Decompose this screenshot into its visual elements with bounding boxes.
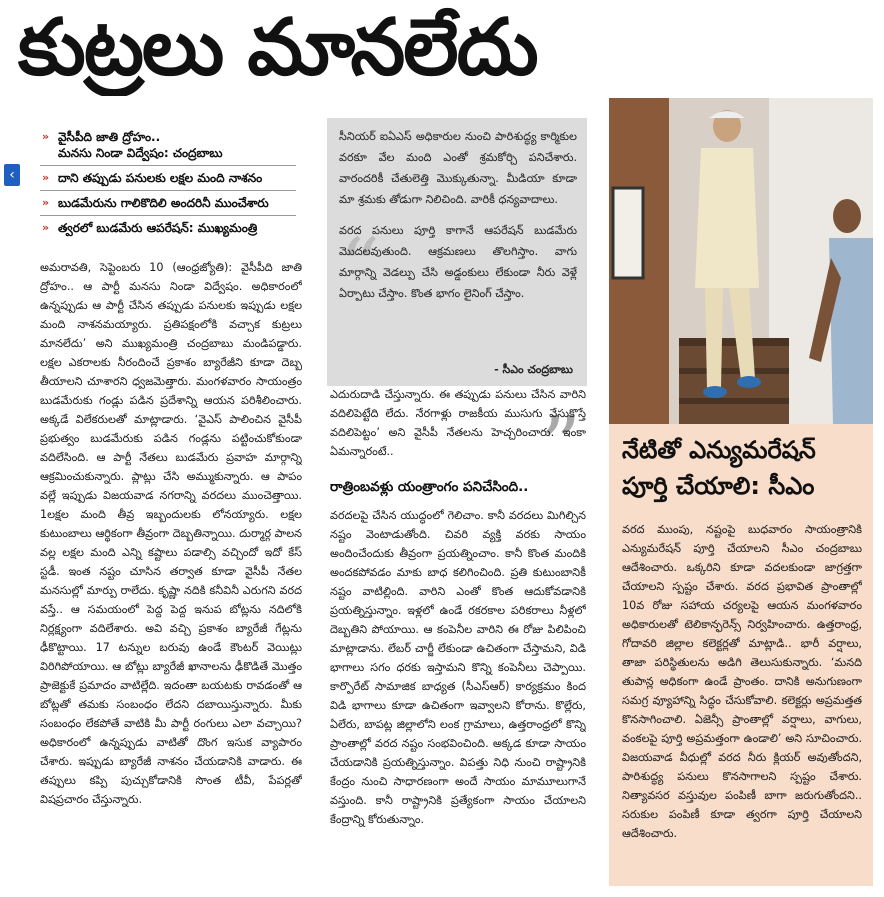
section-subheading: రాత్రింబవళ్లు యంత్రాంగం పనిచేసింది.. <box>330 479 529 495</box>
quote-attribution: - సీఎం చంద్రబాబు <box>494 363 573 376</box>
bullet-item <box>40 125 296 166</box>
bullet-item <box>40 191 296 216</box>
bullet-line: దాని తప్పుడు పనులకు లక్షల మంది నాశనం <box>58 171 263 185</box>
close-quote-icon: ” <box>540 399 581 492</box>
bullet-line: వైసీపీది జాతి ద్రోహం.. <box>58 130 161 144</box>
article-column-1: అమరావతి, సెప్టెంబరు 10 (ఆంధ్రజ్యోతి): వైసీపీది జాతి ద్రోహం.. ఆ పార్టీ మనసు నిండా విద్వేషం. అధికారంలో ఉన్నప్పుడు ఆ పార్టీ చేసిన తప్పుడు పనులకు ఇప్పుడు లక్షల మంది నాశనమయ్యారు. ప్రతిపక్షంలోకి వచ్చాక కుట్రలు మానలేదు’ అని ముఖ్యమంత్రి చంద్రబాబు మండిపడ్డారు. లక్షల ఎకరాలకు నీరందించే ప్రకాశం బ్యారేజీని కూడా దెబ్బ తీయాలని చూశారని ధ్వజమెత్తారు. మంగళవారం సాయంత్రం బుడమేరుకు గండ్లు పడిన ప్రదేశాన్ని ఆయన పరిశీలించారు. అక్కడే విలేకరులతో మాట్లాడారు. ‘వైఎస్ పాలించిన వైసీపీ ప్రభుత్వం బుడమేరుకు పడిన గండ్లను పట్టించుకోకుండా వదిలేసింది. ఆ పార్టీ నేతలు బుడమేరు ప్రవాహ మార్గాన్ని ఆక్రమించుకున్నారు. ప్లాట్లు చేసి అమ్ముకున్నారు. ఆ పాపం వల్లే ఇప్పుడు విజయవాడ నగరాన్ని వరదలు ముంచెత్తాయి. 1లక్షల మంది తీవ్ర ఇబ్బందులకు లోనయ్యారు. లక్షల కుటుంబాలు ఆర్థికంగా తీవ్రంగా దెబ్బతిన్నాయి. దుర్మార్గ పాలన వల్ల లక్షల మంది ఎన్ని కష్టాలు పడాల్సి వచ్చిందో ఇదో కేస్ స్టడీ. ఇంత నష్టం చూసిన తర్వాత కూడా వైసీపీ నేతల మనసుల్లో మార్పు రాలేదు. కృష్ణా నదికి కనీవినీ ఎరుగని వరద వస్తే.. ఆ సమయంలో పెద్ద పెద్ద ఇనుప బోట్లను నదిలోకి నిర్లక్ష్యంగా వదిలేశారు. అవి వచ్చి ప్రకాశం బ్యారేజీ గేట్లను ఢీకొట్టాయి. 17 టన్నుల బరువు ఉండే కౌంటర్ వెయిట్లు విరిగిపోయాయి. ఆ బోట్లు బ్యారేజీ ఖానాలను ఢీకొడితే మొత్తం ప్రాజెక్టుకే ప్రమాదం వాటిల్లేది. ఇదంతా బయటకు రావడంతో ఆ బోట్లతో తమకు సంబంధం లేదని దబాయిస్తున్నారు. మీకు సంబంధం లేకపోతే వాటికి మీ పార్టీ రంగులు ఎలా వచ్చాయి? అధికారంలో ఉన్నప్పుడు వాటితో దొంగ ఇసుక వ్యాపారం చేశారు. ఇప్పుడు బ్యారేజీ నాశనం చేయడానికి వాడారు. ఈ తప్పులు కప్పి పుచ్చుకోడానికి సొంత టీవీ, పేపర్లతో విషప్రచారం చేస్తున్నారు. <box>40 261 302 806</box>
article-column-2-top: ఎదురుదాడి చేస్తున్నారు. ఈ తప్పుడు పనులు చేసిన వారిని వదిలిపెట్టేది లేదు. నేరగాళ్లు రాజకీయ ముసుగు వేసుకొస్తే వదిలిపెట్టం’ అని వైసీపీ నేతలను హెచ్చరించారు. ఇంకా ఏమన్నారంటే.. <box>330 388 586 458</box>
sidebar-body: వరద ముంపు, నష్టంపై బుధవారం సాయంత్రానికి ఎన్యుమరేషన్ పూర్తి చేయాలని సీఎం చంద్రబాబు ఆదేశించారు. ఒక్కరిని కూడా వదలకుండా జాగ్రత్తగా చేయాలని స్పష్టం చేశారు. వరద ప్రభావిత ప్రాంతాల్లో 10వ రోజు సహాయ చర్యలపై ఆయన మంగళవారం అధికారులతో టెలికాన్ఫరెన్స్ నిర్వహించారు. ఉత్తరాంధ్ర, గోదావరి జిల్లాల కలెక్టర్లతో మాట్లాడి.. భారీ వర్షాలు, తాజా పరిస్థితులను అడిగి తెలుసుకున్నారు. ‘మనది తుపాన్ల అధికంగా ఉండే ప్రాంతం. దానికి అనుగుణంగా సమగ్ర వ్యూహాన్ని సిద్ధం చేసుకోవాలి. కలెక్టర్లు అప్రమత్తత కొనసాగించాలి. ఏజెన్సీ ప్రాంతాల్లో వర్షాలు, వాగులు, వంకలపై పూర్తి అప్రమత్తంగా ఉండాలి’ అని సూచించారు. విజయవాడ వీధుల్లో వరద నీరు క్లియర్ అవుతోందని, పారిశుద్ధ్య పనులు కొనసాగాలని స్పష్టం చేశారు. నిత్యావసర వస్తువుల పంపిణీ బాగా జరుగుతోందని.. సరుకుల పంపిణీ కూడా త్వరగా పూర్తి చేయాలని ఆదేశించారు. <box>622 523 862 840</box>
double-arrow-icon: » <box>42 171 50 184</box>
double-arrow-icon: » <box>42 221 50 234</box>
open-quote-icon: “ <box>339 221 380 314</box>
photo-cm-descending-stairs <box>609 98 873 424</box>
bullet-item <box>40 216 296 240</box>
bullet-line: మనసు నిండా విద్వేషం: చంద్రబాబు <box>58 146 223 160</box>
double-arrow-icon: » <box>42 196 50 209</box>
main-headline: కుట్రలు మానలేదు <box>18 3 537 93</box>
quote-paragraph: సీనియర్ ఐఏఎస్ అధికారుల నుంచి పారిశుద్ధ్య కార్మికుల వరకూ వేల మంది ఎంతో శ్రమకోర్చి పనిచేశారు. వారందరికీ చేతులెత్తి మొక్కుతున్నా. మీడియా కూడా మా శ్రమకు తోడుగా నిలిచింది. వారికీ ధన్యవాదాలు. <box>339 130 577 206</box>
bullet-list <box>40 125 296 240</box>
bullet-line: త్వరలో బుడమేరు ఆపరేషన్: ముఖ్యమంత్రి <box>58 221 258 235</box>
quote-paragraph: వరద పనులు పూర్తి కాగానే ఆపరేషన్ బుడమేరు మొదలవుతుంది. ఆక్రమణలు తొలగిస్తాం. వాగు మార్గాన్ని వెడల్పు చేసి అడ్డంకులు లేకుండా నీరు వెళ్లే ఏర్పాటు చేస్తాం. కొంత భాగం లైనింగ్ చేస్తాం. <box>339 224 577 300</box>
bullet-line: బుడమేరును గాలికొదిలి అందరినీ ముంచేశారు <box>58 196 269 210</box>
article-column-2-bottom: వరదలపై చేసిన యుద్ధంలో గెలిచాం. కానీ వరదలు మిగిల్చిన నష్టం వెంటాడుతోంది. చివరి వ్యక్తి వరకు సాయం అందించేందుకు తీవ్రంగా ప్రయత్నించాం. కానీ కొంత మందికి అందకపోవడం మాకు బాధ కలిగించింది. ప్రతి కుటుంబానికీ నష్టం వాటిల్లింది. వారిని ఎంతో కొంత ఆదుకోవడానికి ప్రయత్నిస్తున్నాం. ఇళ్లలో ఉండే రకరకాల పరికరాలు నీళ్లలో దెబ్బతిని పోయాయి. ఆ కంపెనీల వారిని ఈ రోజు పిలిపించి మాట్లాడాను. లేబర్ చార్జీ లేకుండా ఉచితంగా చేస్తామని, విడి భాగాలు సగం ధరకు ఇస్తామని కొన్ని కంపెనీలు చెప్పాయి. కార్పొరేట్ సామాజిక బాధ్యత (సీఎస్ఆర్) కార్యక్రమం కింద విడి భాగాలు కూడా ఉచితంగా ఇవ్వాలని కోరాను. కొల్లేరు, ఏలేరు, బాపట్ల జిల్లాలోని లంక గ్రామాలు, ఉత్తరాంధ్రలో కొన్ని ప్రాంతాల్లో వరద నష్టం సంభవించింది. అక్కడ కూడా సాయం చేయడానికి ప్రయత్నిస్తున్నాం. విపత్తు నిధి నుంచి రాష్ట్రానికి కేంద్రం నుంచి సాధారణంగా అందే సాయం మామూలుగానే వస్తుంది. కానీ రాష్ట్రానికి ప్రత్యేకంగా సాయం చేయాలని కేంద్రాన్ని కోరుతున్నాం. <box>330 509 586 826</box>
bullet-item <box>40 166 296 191</box>
double-arrow-icon: » <box>42 130 50 143</box>
chevron-left-icon[interactable]: ‹ <box>4 164 20 186</box>
sidebar-headline: నేటితో ఎన్యుమరేషన్ పూర్తి చేయాలి: సీఎం <box>622 436 816 500</box>
photo-illustration <box>609 98 873 424</box>
